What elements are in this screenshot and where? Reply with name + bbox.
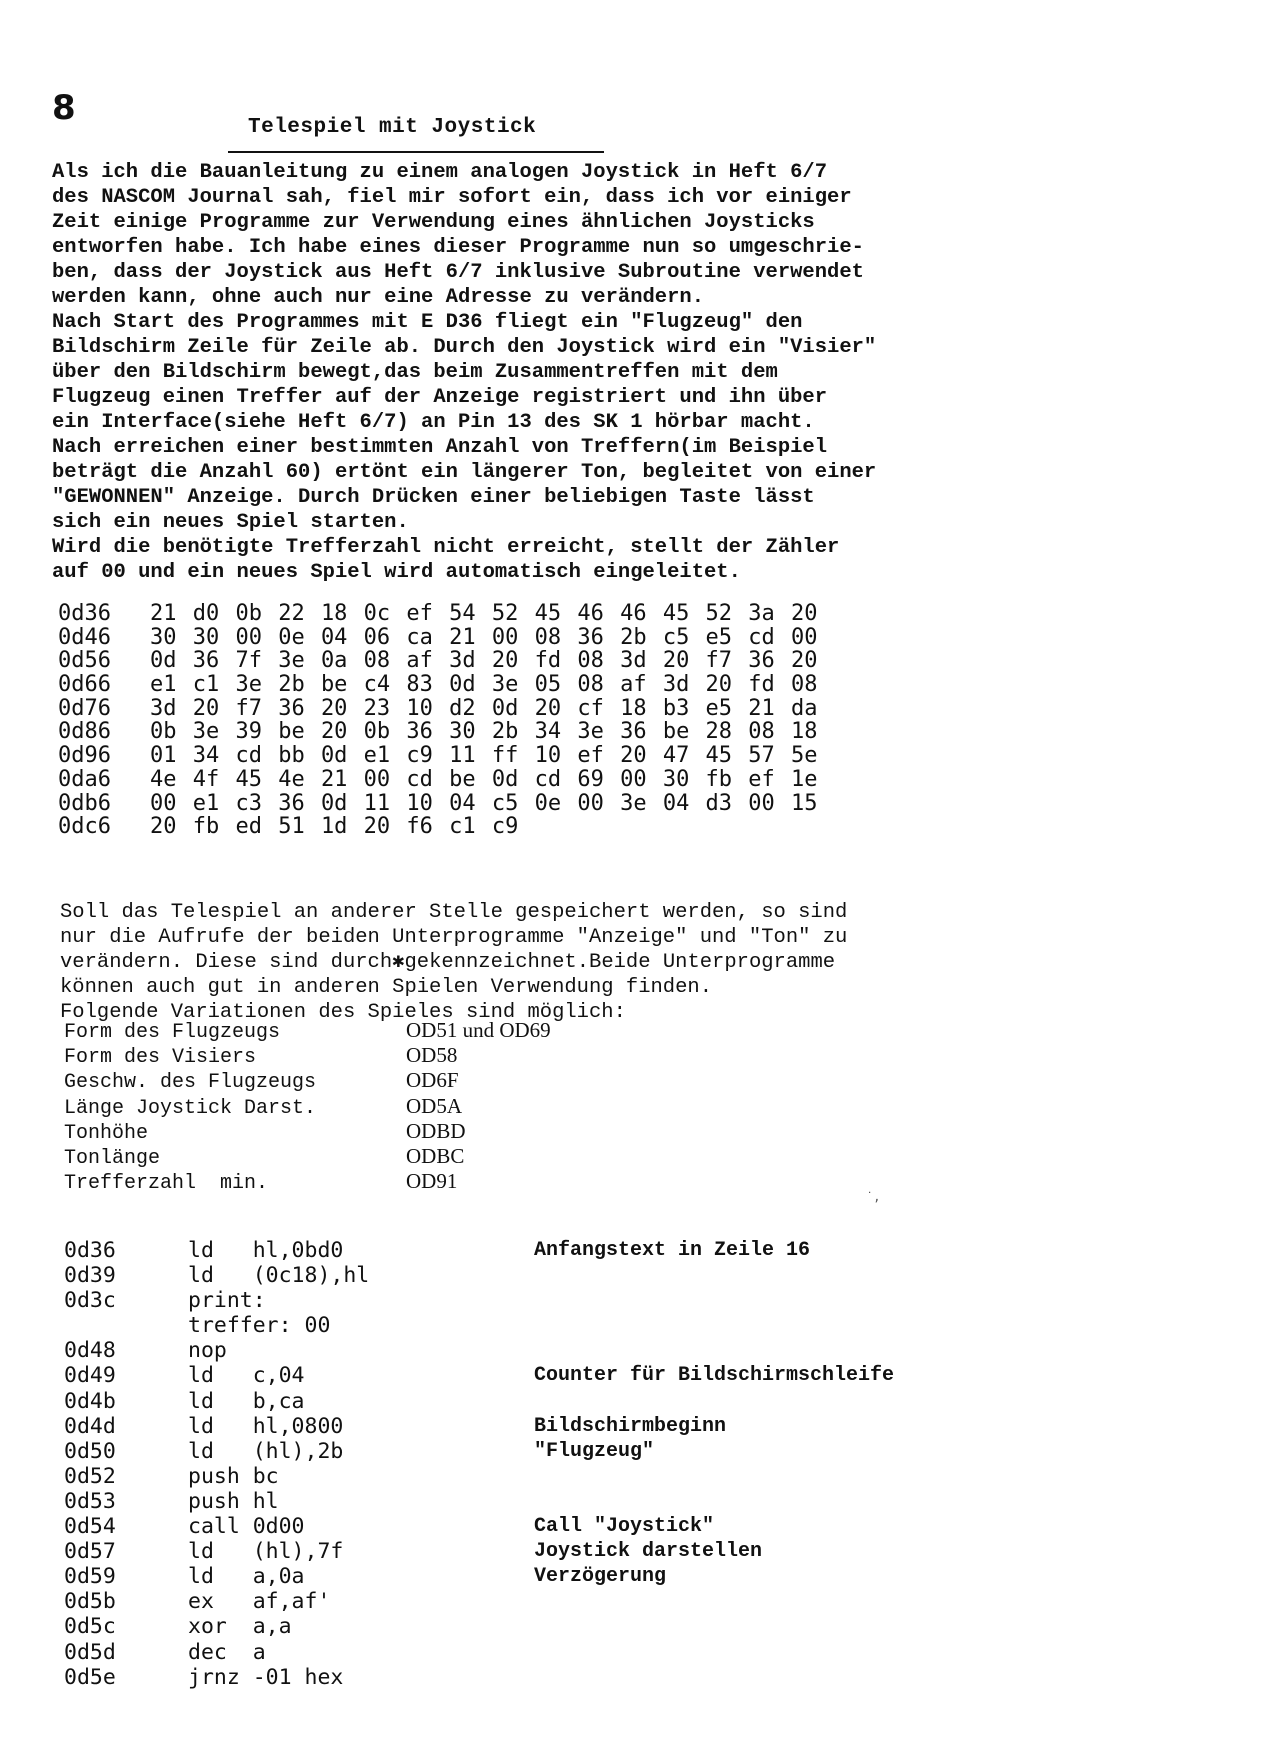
listing-instruction: ex af,af' — [188, 1589, 331, 1615]
hex-row — [58, 744, 818, 768]
listing-row — [64, 1438, 655, 1464]
title-underline — [228, 151, 604, 153]
listing-instruction: ld (hl),7f — [188, 1539, 344, 1565]
hex-address: 0dc6 — [58, 814, 111, 840]
listing-instruction: nop — [188, 1338, 227, 1364]
listing-comment: Verzögerung — [534, 1565, 667, 1589]
listing-row — [64, 1564, 667, 1590]
hex-row — [58, 626, 818, 650]
variation-label: Form des Visiers — [64, 1046, 257, 1070]
intro-line: ben, dass der Joystick aus Heft 6/7 inklusive Subroutine verwendet — [52, 261, 864, 284]
listing-instruction: treffer: 00 — [188, 1313, 331, 1339]
intro-line: Bildschirm Zeile für Zeile ab. Durch den Joystick wird ein "Visier" — [52, 336, 877, 359]
hex-address: 0d46 — [58, 624, 111, 650]
variation-label: Länge Joystick Darst. — [64, 1096, 317, 1120]
hex-address: 0d36 — [58, 601, 111, 626]
hex-bytes: e1 c1 3e 2b be c4 83 0d 3e 05 08 af 3d 20 fd 08 — [150, 672, 818, 698]
listing-instruction: push hl — [188, 1488, 279, 1514]
intro-line: Wird die benötigte Trefferzahl nicht erreicht, stellt der Zähler — [52, 536, 840, 559]
intro-line: über den Bildschirm bewegt,das beim Zusammentreffen mit dem — [52, 361, 778, 384]
listing-instruction: dec a — [188, 1639, 266, 1665]
variation-row — [64, 1119, 551, 1144]
listing-instruction: xor a,a — [188, 1614, 292, 1640]
listing-row — [64, 1640, 369, 1665]
variation-address: OD6F — [406, 1068, 459, 1093]
relocation-line: können auch gut in anderen Spielen Verwendung finden. — [60, 976, 713, 999]
variation-label: Tonlänge — [64, 1146, 161, 1170]
listing-row — [64, 1514, 715, 1540]
listing-instruction: call 0d00 — [188, 1514, 305, 1540]
listing-row — [64, 1489, 369, 1514]
hex-bytes: 4e 4f 45 4e 21 00 cd be 0d cd 69 00 30 fb ef 1e — [150, 766, 818, 792]
relocation-line: nur die Aufrufe der beiden Unterprogramme "Anzeige" und "Ton" zu — [60, 926, 848, 949]
intro-line: auf 00 und ein neues Spiel wird automatisch eingeleitet. — [52, 561, 741, 584]
listing-instruction: ld a,0a — [188, 1564, 305, 1590]
intro-paragraph — [52, 160, 876, 585]
listing-address: 0d53 — [64, 1488, 116, 1514]
listing-comment: Joystick darstellen — [534, 1540, 763, 1564]
intro-line: des NASCOM Journal sah, fiel mir sofort ein, dass ich vor einiger — [52, 186, 852, 209]
hex-bytes: 20 fb ed 51 1d 20 f6 c1 c9 — [150, 814, 519, 840]
scan-speck: ˙, — [866, 1190, 881, 1204]
intro-line: "GEWONNEN" Anzeige. Durch Drücken einer beliebigen Taste lässt — [52, 486, 815, 509]
listing-row — [64, 1589, 369, 1614]
listing-instruction: push bc — [188, 1463, 279, 1489]
variation-address: ODBC — [406, 1143, 465, 1168]
hex-bytes: 30 30 00 0e 04 06 ca 21 00 08 36 2b c5 e5 cd 00 — [150, 624, 818, 650]
intro-line: beträgt die Anzahl 60) ertönt ein längerer Ton, begleitet von einer — [52, 461, 877, 484]
listing-comment: Counter für Bildschirmschleife — [534, 1364, 895, 1388]
hex-address: 0d96 — [58, 743, 111, 769]
listing-comment: Bildschirmbeginn — [534, 1414, 727, 1438]
relocation-line: verändern. Diese sind durch✱gekennzeichnet.Beide Unterprogramme — [60, 951, 836, 974]
listing-row — [64, 1238, 811, 1263]
variation-row — [64, 1169, 551, 1194]
intro-line: Nach Start des Programmes mit E D36 fliegt ein "Flugzeug" den — [52, 311, 803, 334]
variation-label: Form des Flugzeugs — [64, 1021, 281, 1044]
hex-row — [58, 649, 818, 673]
listing-instruction: ld hl,0bd0 — [188, 1238, 344, 1263]
listing-instruction: ld hl,0800 — [188, 1413, 344, 1439]
page-number: 8 — [52, 88, 76, 128]
variation-row — [64, 1094, 551, 1119]
relocation-line: Folgende Variationen des Spieles sind möglich: — [60, 1001, 626, 1024]
listing-address: 0d59 — [64, 1564, 116, 1590]
hex-address: 0db6 — [58, 790, 111, 816]
variation-row — [64, 1043, 551, 1068]
listing-instruction: ld (0c18),hl — [188, 1263, 370, 1289]
listing-row — [64, 1313, 369, 1338]
listing-instruction: ld (hl),2b — [188, 1438, 344, 1464]
article-title: Telespiel mit Joystick — [248, 116, 537, 139]
listing-address: 0d5d — [64, 1639, 116, 1665]
hex-row — [58, 792, 818, 816]
listing-row — [64, 1389, 369, 1414]
relocation-paragraph — [60, 900, 847, 1025]
variation-row — [64, 1144, 551, 1169]
intro-line: sich ein neues Spiel starten. — [52, 511, 409, 534]
variation-row — [64, 1018, 551, 1043]
intro-line: ein Interface(siehe Heft 6/7) an Pin 13 des SK 1 hörbar macht. — [52, 411, 815, 434]
listing-address: 0d5c — [64, 1614, 116, 1640]
intro-line: Nach erreichen einer bestimmten Anzahl von Treffern(im Beispiel — [52, 436, 828, 459]
variation-address: OD51 und OD69 — [406, 1018, 551, 1042]
hex-bytes: 3d 20 f7 36 20 23 10 d2 0d 20 cf 18 b3 e5 21 da — [150, 695, 818, 721]
listing-address: 0d36 — [64, 1238, 116, 1263]
hex-row — [58, 720, 818, 744]
listing-comment: Call "Joystick" — [534, 1515, 715, 1539]
listing-address: 0d57 — [64, 1539, 116, 1565]
listing-row — [64, 1263, 369, 1288]
intro-line: Flugzeug einen Treffer auf der Anzeige registriert und ihn über — [52, 386, 828, 409]
hex-address: 0d56 — [58, 648, 111, 674]
intro-line: Zeit einige Programme zur Verwendung eines ähnlichen Joysticks — [52, 211, 815, 234]
intro-line: entworfen habe. Ich habe eines dieser Programme nun so umgeschrie- — [52, 236, 864, 259]
variation-label: Trefferzahl min. — [64, 1172, 269, 1196]
hex-address: 0d86 — [58, 719, 111, 745]
relocation-line: Soll das Telespiel an anderer Stelle gespeichert werden, so sind — [60, 901, 848, 924]
hex-address: 0d66 — [58, 672, 111, 698]
hex-bytes: 00 e1 c3 36 0d 11 10 04 c5 0e 00 3e 04 d3 00 15 — [150, 790, 818, 816]
listing-address: 0d49 — [64, 1363, 116, 1389]
listing-row — [64, 1614, 369, 1639]
hex-row — [58, 673, 818, 697]
hex-bytes: 01 34 cd bb 0d e1 c9 11 ff 10 ef 20 47 45 57 5e — [150, 743, 818, 769]
listing-row — [64, 1539, 763, 1565]
listing-row — [64, 1464, 369, 1489]
variation-address: OD58 — [406, 1043, 458, 1068]
variation-label: Geschw. des Flugzeugs — [64, 1071, 317, 1095]
listing-address: 0d48 — [64, 1338, 116, 1364]
intro-line: Als ich die Bauanleitung zu einem analogen Joystick in Heft 6/7 — [52, 161, 828, 184]
listing-comment: Anfangstext in Zeile 16 — [534, 1239, 811, 1262]
listing-address: 0d54 — [64, 1514, 116, 1540]
listing-address: 0d4d — [64, 1413, 116, 1439]
listing-comment: "Flugzeug" — [534, 1439, 655, 1463]
hex-row — [58, 815, 818, 839]
listing-instruction: jrnz -01 hex — [188, 1664, 344, 1690]
variation-address: OD91 — [406, 1169, 458, 1194]
hex-row — [58, 602, 818, 626]
variation-row — [64, 1068, 551, 1093]
listing-instruction: ld b,ca — [188, 1388, 305, 1414]
listing-address: 0d52 — [64, 1463, 116, 1489]
listing-row — [64, 1288, 369, 1313]
listing-row — [64, 1665, 369, 1690]
variation-address: ODBD — [406, 1118, 466, 1143]
listing-address: 0d5e — [64, 1664, 116, 1690]
listing-instruction: print: — [188, 1288, 266, 1314]
hex-bytes: 0b 3e 39 be 20 0b 36 30 2b 34 3e 36 be 28 08 18 — [150, 719, 818, 745]
hex-bytes: 0d 36 7f 3e 0a 08 af 3d 20 fd 08 3d 20 f7 36 20 — [150, 648, 818, 674]
listing-address: 0d5b — [64, 1589, 116, 1615]
hex-row — [58, 768, 818, 792]
hex-address: 0d76 — [58, 695, 111, 721]
listing-address: 0d50 — [64, 1438, 116, 1464]
variations-table — [64, 1018, 551, 1194]
listing-address: 0d3c — [64, 1288, 116, 1314]
listing-address: 0d39 — [64, 1263, 116, 1289]
listing-address: 0d4b — [64, 1388, 116, 1414]
assembly-listing — [64, 1238, 895, 1690]
intro-line: werden kann, ohne auch nur eine Adresse zu verändern. — [52, 286, 705, 309]
listing-instruction: ld c,04 — [188, 1363, 305, 1389]
hex-row — [58, 697, 818, 721]
hex-dump — [58, 602, 818, 839]
variation-address: OD5A — [406, 1093, 462, 1118]
listing-row — [64, 1413, 727, 1439]
hex-bytes: 21 d0 0b 22 18 0c ef 54 52 45 46 46 45 52 3a 20 — [150, 601, 818, 626]
variation-label: Tonhöhe — [64, 1121, 149, 1145]
listing-row — [64, 1338, 369, 1363]
listing-row — [64, 1363, 895, 1389]
hex-address: 0da6 — [58, 766, 111, 792]
